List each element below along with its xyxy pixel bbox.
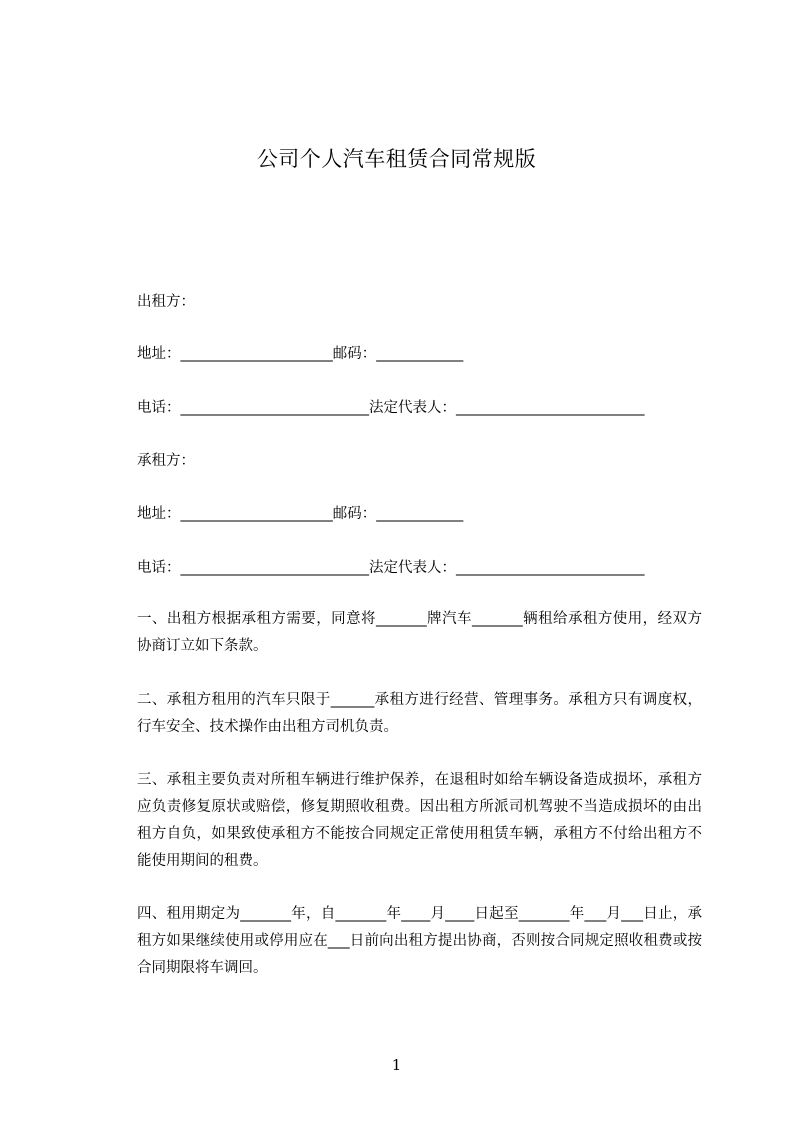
lessor-address-line: 地址：_____________________邮码：____________ — [137, 346, 464, 362]
lessee-label: 承租方： — [137, 453, 195, 469]
clause-3 — [106, 767, 702, 875]
lessor-label: 出租方： — [137, 294, 195, 310]
clause-text: 四、租用期定为_______年，自_______年____月____日起至_______年___月___日止，承租方如果继续使用或停用应在___日前向出租方提出协商，否则按合同规定照收租费或按合同期限将车调回。 — [137, 906, 702, 976]
clause-4 — [106, 901, 702, 982]
document-title: 公司个人汽车租赁合同常规版 — [256, 147, 537, 171]
lessor-phone-line: 电话：__________________________法定代表人：__________________________ — [137, 400, 645, 416]
clause-1 — [106, 606, 702, 660]
clause-text: 二、承租方租用的汽车只限于______承租方进行经营、管理事务。承租方只有调度权，行车安全、技术操作由出租方司机负责。 — [137, 692, 702, 735]
page-number: 1 — [391, 1056, 402, 1074]
clause-text: 三、承租主要负责对所租车辆进行维护保养，在退租时如给车辆设备造成损坏，承租方应负责修复原状或赔偿，修复期照收租费。因出租方所派司机驾驶不当造成损坏的由出租方自负，如果致使承租方不能按合同规定正常使用租赁车辆，承租方不付给出租方不能使用期间的租费。 — [137, 772, 702, 869]
clause-2 — [106, 687, 702, 741]
clause-text: 一、出租方根据承租方需要，同意将_______牌汽车_______辆租给承租方使用，经双方协商订立如下条款。 — [137, 611, 702, 654]
lessee-address-line: 地址：_____________________邮码：____________ — [137, 506, 464, 522]
lessee-phone-line: 电话：__________________________法定代表人：__________________________ — [137, 560, 645, 576]
